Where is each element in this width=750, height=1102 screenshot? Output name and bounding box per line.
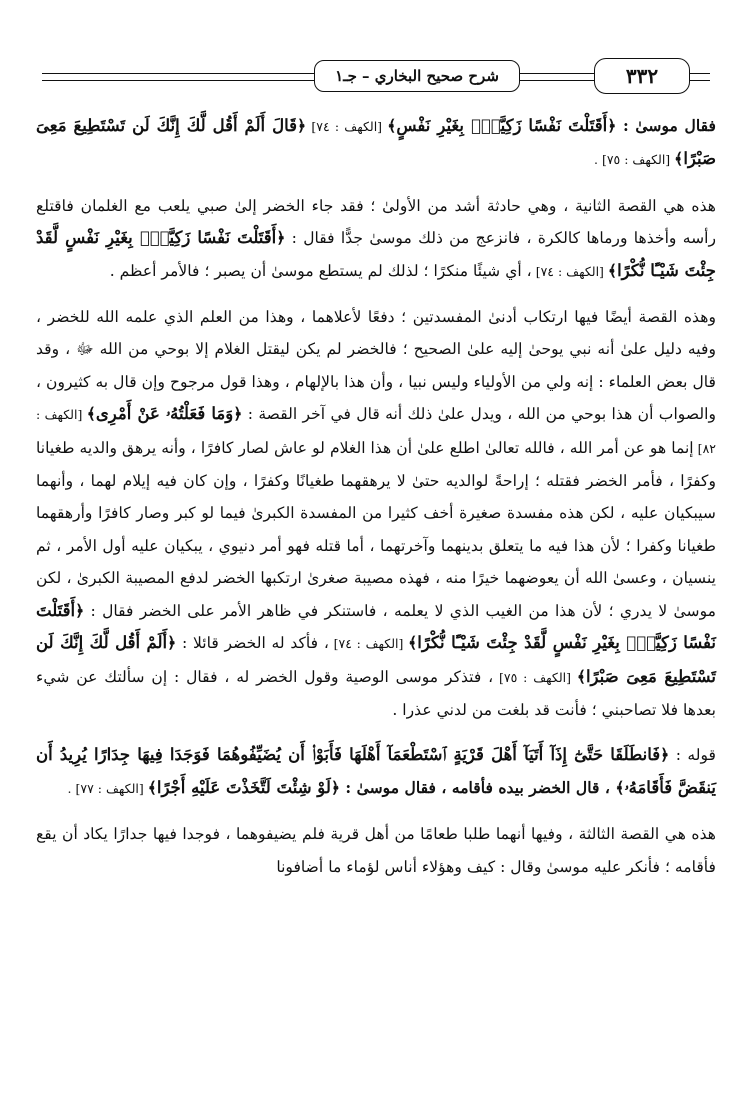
verse-reference: [الكهف : ٨٢] [36,407,716,456]
verse-reference: [الكهف : ٧٤] [306,119,388,134]
quran-verse: فَانطَلَقَا حَتَّىٰٓ إِذَآ أَتَيَآ أَهْلَ قَرْيَةٍ ٱسْتَطْعَمَآ أَهْلَهَا فَأَبَوْا۟ أَن يُضَيِّفُوهُمَا فَوَجَدَا فِيهَا جِدَارًا يُرِيدُ أَن يَنقَضَّ فَأَقَامَهُۥ [36,745,716,797]
ornate-bracket: ﴾ [147,777,157,797]
page-body [36,110,716,883]
verse-reference: [الكهف : ٧٥] [493,669,577,685]
verse-reference: [الكهف : ٧٥] . [594,152,675,168]
verse-reference: [الكهف : ٧٤] [531,263,608,279]
quran-verse: أَقَتَلْتَ نَفْسًا زَكِيَّةًۢ بِغَيْرِ نَفْسٍ [396,116,608,135]
paragraph [36,301,716,726]
paragraph [36,190,716,288]
paragraph [36,110,716,177]
ornate-bracket: ﴾ [86,404,96,424]
paragraph [36,739,716,805]
page-number: ٣٣٢ [594,58,690,94]
ornate-bracket: ﴾ [674,149,684,169]
ornate-bracket: ﴿ [330,777,340,797]
ornate-bracket: ﴾ [387,116,397,135]
quran-verse: لَوْ شِئْتَ لَتَّخَذْتَ عَلَيْهِ أَجْرًا [156,777,331,797]
text-run: ، أي شيئًا منكرًا ؛ لذلك لم يستطع موسىٰ أن يصبر ؛ فالأمر أعظم . [109,261,532,280]
page-header [42,56,710,96]
verse-reference: [الكهف : ٧٧] . [67,780,148,796]
text-run: هذه هي القصة الثانية ، وهي حادثة أشد من الأولىٰ ؛ فقد جاء الخضر إلىٰ صبي يلعب مع الغلمان فاقتلع رأسه وأخذها ورماها كالكرة ، فانزعج من ذلك موسىٰ جدًّا فقال : [36,196,716,248]
ornate-bracket: ﴾ [615,777,625,797]
quran-verse: قَالَ أَلَمْ أَقُل لَّكَ إِنَّكَ لَن تَسْتَطِيعَ مَعِىَ صَبْرًا [36,116,716,169]
bold-text: ، قال الخضر بيده فأقامه ، فقال موسىٰ : [340,777,616,797]
quran-verse: وَمَا فَعَلْتُهُۥ عَنْ أَمْرِى [95,404,234,424]
text-run: ، فأكد له الخضر قائلا : [176,634,329,653]
running-title: شرح صحيح البخاري – جـ١ [314,60,520,92]
ornate-bracket: ﴿ [75,600,85,620]
verse-reference: [الكهف : ٧٤] [328,636,409,652]
paragraph [36,818,716,883]
ornate-bracket: ﴿ [607,116,617,135]
ornate-bracket: ﴿ [167,633,177,653]
ornate-bracket: ﴾ [576,666,586,686]
text-run: قوله : [669,746,716,765]
ornate-bracket: ﴾ [607,260,618,280]
ornate-bracket: ﴿ [233,404,243,424]
text-run: إنما هو عن أمر الله ، فالله تعالىٰ اطلع علىٰ أن هذا الغلام لو عاش لصار كافرًا ، وأنه يرهق والديه طغيانا وكفرًا ، فأمر الخضر فقتله ؛ إراحةً لوالديه حتىٰ لا يرهقهما طغيانًا وكفرًا ، وإن كان فيه إيلام لهما ، وأنهما سيبكيان عليه ، لكن هذه مفسدة صغيرة أخف كثيرا من المفسدة الكبرىٰ فيما لو كبر وصار كافرًا وأرهقهما طغيانا وكفرا ؛ لأن هذا فيه ما يتعلق بدينهما وآخرتهما ، أما قتله فهو أمر دنيوي ، يبكيان عليه أول الأمر ، ثم ينسيان ، وعسىٰ الله أن يعوضهما خيرًا منه ، فهذه مصيبة صغرىٰ ارتكبها الخضر لدفع المصيبة الكبرىٰ ، لكن موسىٰ لا يدري ؛ لأن هذا من الغيب الذي لا يعلمه ، فاستنكر في ظاهر الأمر على الخضر فقال : [36,438,716,620]
ornate-bracket: ﴿ [660,745,670,765]
ornate-bracket: ﴿ [297,116,307,135]
text-run: هذه هي القصة الثالثة ، وفيها أنهما طلبا طعامًا من أهل قرية فلم يضيفوهما ، فوجدا فيها جدارًا يكاد أن يقع فأقامه ؛ فأنكر عليه موسىٰ وقال : كيف وهؤلاء أناس لؤماء ما أضافونا [36,825,716,876]
quran-verse: أَلَمْ أَقُل لَّكَ إِنَّكَ لَن تَسْتَطِيعَ مَعِىَ صَبْرًا [36,633,716,686]
ornate-bracket: ﴿ [276,228,286,248]
quran-verse: أَقَتَلْتَ نَفْسًا زَكِيَّةًۢ بِغَيْرِ نَفْسٍ لَّقَدْ جِئْتَ شَيْـًٔا نُّكْرًا [36,600,716,653]
ornate-bracket: ﴾ [408,633,418,653]
quran-verse: أَقَتَلْتَ نَفْسًا زَكِيَّةًۢ بِغَيْرِ نَفْسٍ لَّقَدْ جِئْتَ شَيْـًٔا نُّكْرًا [36,228,716,280]
bold-text: فقال موسىٰ : [616,116,716,135]
text-run: ، فتذكر موسى الوصية وقول الخضر له ، فقال : إن سألتك عن شيء بعدها فلا تصاحبني ؛ فأنت قد بلغت من لدني عذرا . [36,667,716,719]
text-run: وهذه القصة أيضًا فيها ارتكاب أدنىٰ المفسدتين ؛ دفعًا لأعلاهما ، وهذا من العلم الذي علمه الله للخضر ، وفيه دليل علىٰ أنه نبي يوحىٰ إليه علىٰ الصحيح ؛ فالخضر لم يكن ليقتل الغلام إلا بوحي من الله ﷻ ، وقد قال بعض العلماء : إنه ولي من الأولياء وليس نبيا ، وأن هذا بالإلهام ، وهذا قول مرجوح وإن قال به كثيرون ، والصواب أن هذا بوحي من الله ، ويدل علىٰ ذلك أنه قال في آخر القصة : [36,308,716,424]
